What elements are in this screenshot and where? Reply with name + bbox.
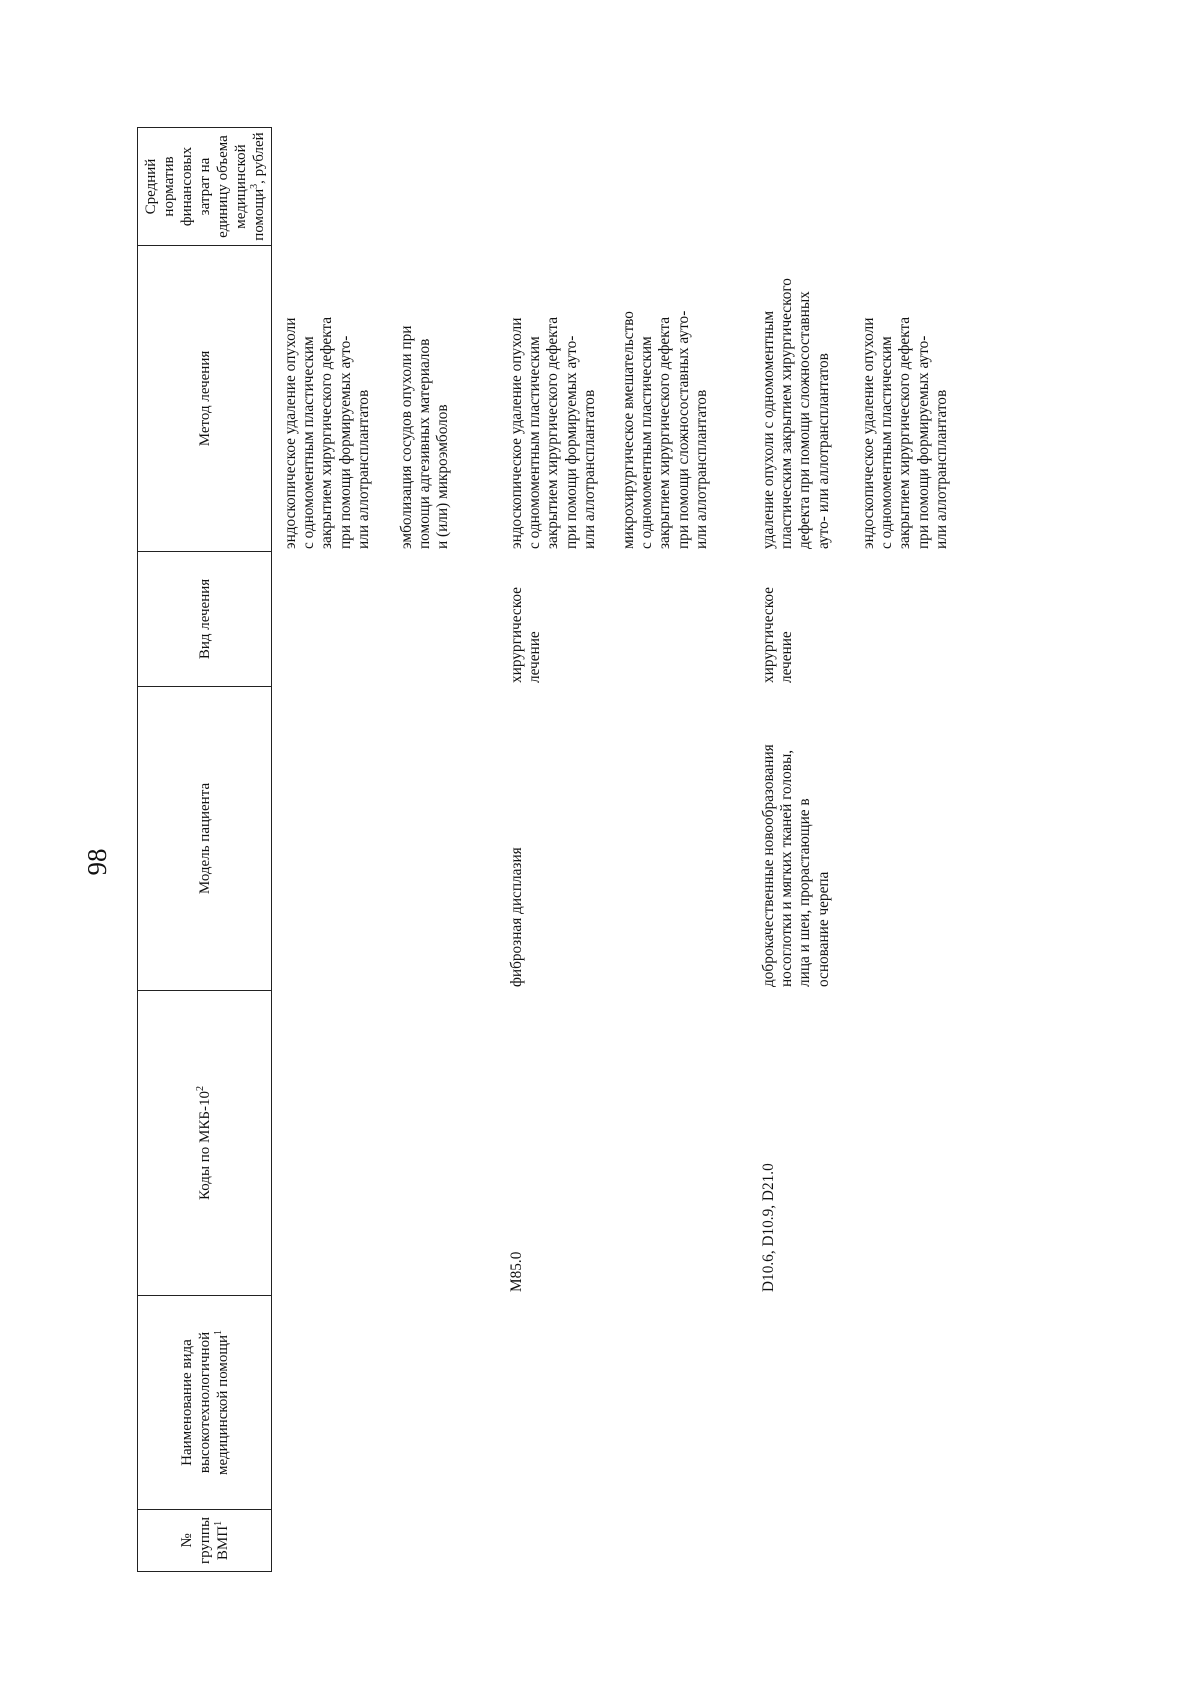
row-0-method-1: эмболизация сосудов опухоли при помощи адгезивных материалов и (или) микроэмболов <box>398 325 452 549</box>
row-2-kind: хирургическое лечение <box>760 587 796 683</box>
row-1-method-0: эндоскопическое удаление опухоли с одномоментным пластическим закрытием хирургического дефекта при помощи формируемых ауто- или аллотрансплантатов <box>508 316 598 549</box>
header-codes-text: Коды по МКБ-10 <box>196 1091 213 1201</box>
header-cost-text: Средний норматив финансовых затрат на единицу объема медицинской помощи <box>142 135 267 241</box>
header-method <box>137 245 272 552</box>
header-num-text: № группы ВМП <box>178 1516 231 1565</box>
header-model-text: Модель пациента <box>196 782 213 895</box>
header-model <box>137 686 272 991</box>
header-kind <box>137 551 272 687</box>
header-cost-tail: , рублей <box>250 132 267 184</box>
header-num <box>137 1509 272 1572</box>
header-cost <box>137 127 272 246</box>
header-codes-sup: 2 <box>194 1086 206 1091</box>
header-cost-sup: 3 <box>248 183 260 189</box>
row-1-model: фиброзная дисплазия <box>508 847 525 987</box>
row-2-method-0: удаление опухоли с одномоментным пластическим закрытием хирургического дефекта при помощи сложносоставных ауто- или аллотрансплантатов <box>760 278 832 549</box>
row-1-code: M85.0 <box>508 1251 525 1292</box>
header-codes <box>137 990 272 1296</box>
page-number: 98 <box>82 848 112 876</box>
row-2-code: D10.6, D10.9, D21.0 <box>760 1163 777 1292</box>
header-method-text: Метод лечения <box>196 350 213 447</box>
row-0-method-0: эндоскопическое удаление опухоли с одномоментным пластическим закрытием хирургического дефекта при помощи формируемых ауто- или аллотрансплантатов <box>282 316 372 549</box>
row-2-method-1: эндоскопическое удаление опухоли с одномоментным пластическим закрытием хирургического дефекта при помощи формируемых ауто- или аллотрансплантатов <box>860 316 950 549</box>
header-name-sup: 1 <box>212 1330 224 1336</box>
header-name-text: Наименование вида высокотехнологичной медицинской помощи <box>178 1331 231 1475</box>
header-kind-text: Вид лечения <box>196 578 213 660</box>
row-1-method-1: микрохирургическое вмешательство с одномоментным пластическим закрытием хирургического дефекта при помощи сложносоставных ауто- или аллотрансплантатов <box>620 310 710 549</box>
row-2-model: доброкачественные новообразования носоглотки и мягких тканей головы, лица и шеи, прорастающие в основание черепа <box>760 744 832 987</box>
header-name <box>137 1295 272 1510</box>
header-num-sup: 1 <box>212 1520 224 1526</box>
row-1-kind: хирургическое лечение <box>508 587 544 683</box>
